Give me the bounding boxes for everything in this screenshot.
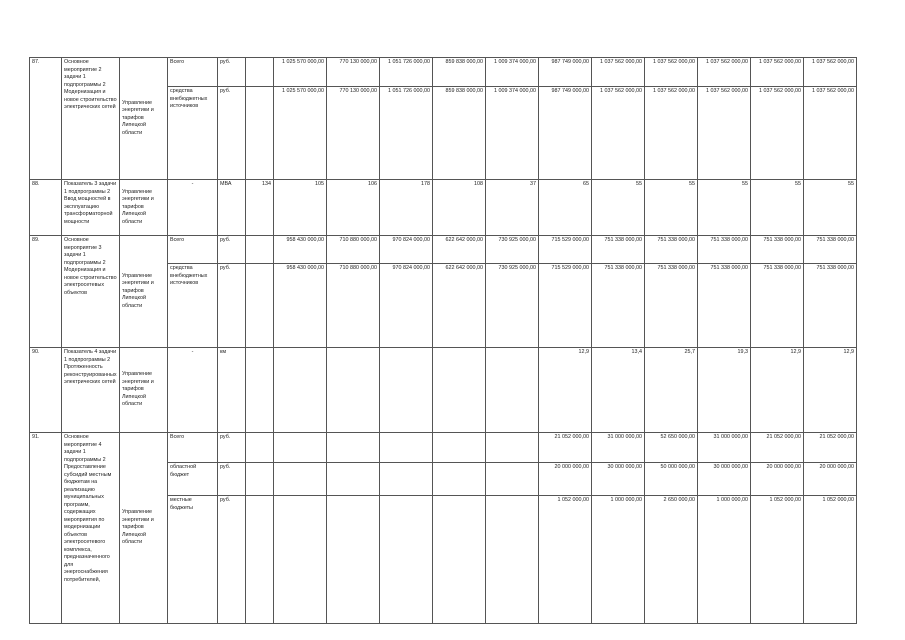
- responsible-org-cell: Управление энергетики и тарифов Липецкой области: [120, 58, 168, 180]
- unit-cell: МВА: [218, 180, 246, 236]
- responsible-org-cell: Управление энергетики и тарифов Липецкой области: [120, 236, 168, 348]
- unit-cell: руб.: [218, 496, 246, 624]
- funding-source-cell: -: [168, 348, 218, 433]
- year-value-cell: 13,4: [592, 348, 645, 433]
- year-value-cell: 751 338 000,00: [645, 236, 698, 264]
- year-value-cell: 31 000 000,00: [698, 433, 751, 463]
- year-value-cell: 987 749 000,00: [539, 58, 592, 87]
- year-value-cell: 751 338 000,00: [804, 236, 857, 264]
- responsible-org-cell: Управление энергетики и тарифов Липецкой области: [120, 180, 168, 236]
- base-value-cell: [246, 236, 274, 264]
- year-value-cell: 622 642 000,00: [433, 264, 486, 348]
- unit-cell: руб.: [218, 463, 246, 496]
- year-value-cell: 55: [645, 180, 698, 236]
- year-value-cell: [486, 496, 539, 624]
- year-value-cell: [380, 433, 433, 463]
- year-value-cell: [433, 348, 486, 433]
- year-value-cell: 1 051 726 000,00: [380, 87, 433, 180]
- year-value-cell: 55: [592, 180, 645, 236]
- year-value-cell: 50 000 000,00: [645, 463, 698, 496]
- year-value-cell: [274, 433, 327, 463]
- year-value-cell: 25,7: [645, 348, 698, 433]
- year-value-cell: [274, 496, 327, 624]
- table-row: [30, 58, 857, 87]
- year-value-cell: 859 838 000,00: [433, 58, 486, 87]
- funding-source-cell: средства внебюджетных источников: [168, 87, 218, 180]
- table-row: [30, 180, 857, 236]
- year-value-cell: [433, 463, 486, 496]
- unit-cell: руб.: [218, 433, 246, 463]
- year-value-cell: [380, 463, 433, 496]
- year-value-cell: [327, 433, 380, 463]
- year-value-cell: [327, 496, 380, 624]
- year-value-cell: 751 338 000,00: [751, 236, 804, 264]
- base-value-cell: 134: [246, 180, 274, 236]
- year-value-cell: 1 037 562 000,00: [698, 87, 751, 180]
- year-value-cell: 108: [433, 180, 486, 236]
- funding-source-cell: средства внебюджетных источников: [168, 264, 218, 348]
- year-value-cell: 55: [804, 180, 857, 236]
- year-value-cell: [327, 463, 380, 496]
- funding-source-cell: -: [168, 180, 218, 236]
- indicator-name-cell: Основное мероприятие 2 задачи 1 подпрограммы 2 Модернизация и новое строительство электрических сетей: [62, 58, 120, 180]
- year-value-cell: 958 430 000,00: [274, 236, 327, 264]
- year-value-cell: 730 925 000,00: [486, 236, 539, 264]
- year-value-cell: 21 052 000,00: [804, 433, 857, 463]
- base-value-cell: [246, 463, 274, 496]
- year-value-cell: 12,9: [751, 348, 804, 433]
- row-number-cell: 89.: [30, 236, 62, 348]
- year-value-cell: 1 009 374 000,00: [486, 87, 539, 180]
- year-value-cell: 751 338 000,00: [592, 236, 645, 264]
- year-value-cell: 1 025 570 000,00: [274, 87, 327, 180]
- year-value-cell: 715 529 000,00: [539, 264, 592, 348]
- year-value-cell: [433, 496, 486, 624]
- indicator-name-cell: Показатель 3 задачи 1 подпрограммы 2 Ввод мощностей в эксплуатацию трансформаторной мощности: [62, 180, 120, 236]
- year-value-cell: 1 025 570 000,00: [274, 58, 327, 87]
- year-value-cell: 751 338 000,00: [645, 264, 698, 348]
- base-value-cell: [246, 433, 274, 463]
- indicator-name-cell: Основное мероприятие 3 задачи 1 подпрограммы 2 Модернизация и новое строительство электросетевых объектов: [62, 236, 120, 348]
- year-value-cell: 1 037 562 000,00: [751, 87, 804, 180]
- year-value-cell: 55: [698, 180, 751, 236]
- year-value-cell: [486, 463, 539, 496]
- year-value-cell: 21 052 000,00: [751, 433, 804, 463]
- row-number-cell: 87.: [30, 58, 62, 180]
- year-value-cell: 12,9: [804, 348, 857, 433]
- year-value-cell: 730 925 000,00: [486, 264, 539, 348]
- funding-source-cell: Всего: [168, 433, 218, 463]
- year-value-cell: 970 824 000,00: [380, 236, 433, 264]
- year-value-cell: 178: [380, 180, 433, 236]
- year-value-cell: 1 000 000,00: [592, 496, 645, 624]
- unit-cell: км: [218, 348, 246, 433]
- funding-source-cell: Всего: [168, 236, 218, 264]
- base-value-cell: [246, 58, 274, 87]
- year-value-cell: 958 430 000,00: [274, 264, 327, 348]
- table-row: [30, 236, 857, 264]
- year-value-cell: 105: [274, 180, 327, 236]
- year-value-cell: 1 037 562 000,00: [751, 58, 804, 87]
- year-value-cell: 987 749 000,00: [539, 87, 592, 180]
- year-value-cell: 751 338 000,00: [698, 236, 751, 264]
- year-value-cell: 55: [751, 180, 804, 236]
- year-value-cell: 715 529 000,00: [539, 236, 592, 264]
- year-value-cell: 21 052 000,00: [539, 433, 592, 463]
- row-number-cell: 90.: [30, 348, 62, 433]
- year-value-cell: 1 037 562 000,00: [698, 58, 751, 87]
- year-value-cell: 30 000 000,00: [592, 463, 645, 496]
- year-value-cell: 1 037 562 000,00: [804, 87, 857, 180]
- year-value-cell: [274, 348, 327, 433]
- funding-source-cell: областной бюджет: [168, 463, 218, 496]
- program-table: [29, 57, 857, 624]
- base-value-cell: [246, 87, 274, 180]
- year-value-cell: 622 642 000,00: [433, 236, 486, 264]
- year-value-cell: 65: [539, 180, 592, 236]
- year-value-cell: 770 130 000,00: [327, 58, 380, 87]
- year-value-cell: [486, 348, 539, 433]
- indicator-name-cell: Основное мероприятие 4 задачи 1 подпрограммы 2 Предоставление субсидий местным бюджетам на реализацию муниципальных программ, содержащих мероприятия по модернизации объектов электросетевого комплекса, предназначенного для энергоснабжения потребителей,: [62, 433, 120, 624]
- unit-cell: руб.: [218, 236, 246, 264]
- year-value-cell: 1 037 562 000,00: [804, 58, 857, 87]
- year-value-cell: 1 052 000,00: [751, 496, 804, 624]
- year-value-cell: 52 650 000,00: [645, 433, 698, 463]
- year-value-cell: 1 051 726 000,00: [380, 58, 433, 87]
- year-value-cell: 859 838 000,00: [433, 87, 486, 180]
- funding-source-cell: местные бюджеты: [168, 496, 218, 624]
- responsible-org-cell: Управление энергетики и тарифов Липецкой области: [120, 433, 168, 624]
- year-value-cell: 1 052 000,00: [539, 496, 592, 624]
- year-value-cell: 106: [327, 180, 380, 236]
- year-value-cell: 1 037 562 000,00: [592, 58, 645, 87]
- year-value-cell: 20 000 000,00: [539, 463, 592, 496]
- year-value-cell: 710 880 000,00: [327, 236, 380, 264]
- year-value-cell: 751 338 000,00: [804, 264, 857, 348]
- year-value-cell: 751 338 000,00: [592, 264, 645, 348]
- unit-cell: руб.: [218, 264, 246, 348]
- year-value-cell: 970 824 000,00: [380, 264, 433, 348]
- year-value-cell: [380, 348, 433, 433]
- row-number-cell: 91.: [30, 433, 62, 624]
- responsible-org-cell: Управление энергетики и тарифов Липецкой области: [120, 348, 168, 433]
- year-value-cell: [327, 348, 380, 433]
- year-value-cell: 1 000 000,00: [698, 496, 751, 624]
- year-value-cell: 37: [486, 180, 539, 236]
- year-value-cell: 751 338 000,00: [698, 264, 751, 348]
- year-value-cell: [486, 433, 539, 463]
- year-value-cell: [274, 463, 327, 496]
- base-value-cell: [246, 496, 274, 624]
- year-value-cell: 1 052 000,00: [804, 496, 857, 624]
- year-value-cell: 19,3: [698, 348, 751, 433]
- indicator-name-cell: Показатель 4 задачи 1 подпрограммы 2 Протяженность реконструированных электрических сетей: [62, 348, 120, 433]
- base-value-cell: [246, 348, 274, 433]
- year-value-cell: 31 000 000,00: [592, 433, 645, 463]
- year-value-cell: 12,9: [539, 348, 592, 433]
- year-value-cell: 30 000 000,00: [698, 463, 751, 496]
- year-value-cell: [380, 496, 433, 624]
- year-value-cell: 710 880 000,00: [327, 264, 380, 348]
- year-value-cell: 1 037 562 000,00: [645, 87, 698, 180]
- year-value-cell: 751 338 000,00: [751, 264, 804, 348]
- table-row: [30, 433, 857, 463]
- year-value-cell: 20 000 000,00: [751, 463, 804, 496]
- funding-source-cell: Всего: [168, 58, 218, 87]
- year-value-cell: 1 009 374 000,00: [486, 58, 539, 87]
- row-number-cell: 88.: [30, 180, 62, 236]
- year-value-cell: 20 000 000,00: [804, 463, 857, 496]
- year-value-cell: 1 037 562 000,00: [645, 58, 698, 87]
- table-row: [30, 348, 857, 433]
- year-value-cell: 2 650 000,00: [645, 496, 698, 624]
- year-value-cell: 770 130 000,00: [327, 87, 380, 180]
- document-page: [29, 57, 857, 624]
- base-value-cell: [246, 264, 274, 348]
- year-value-cell: 1 037 562 000,00: [592, 87, 645, 180]
- unit-cell: руб.: [218, 58, 246, 87]
- unit-cell: руб.: [218, 87, 246, 180]
- year-value-cell: [433, 433, 486, 463]
